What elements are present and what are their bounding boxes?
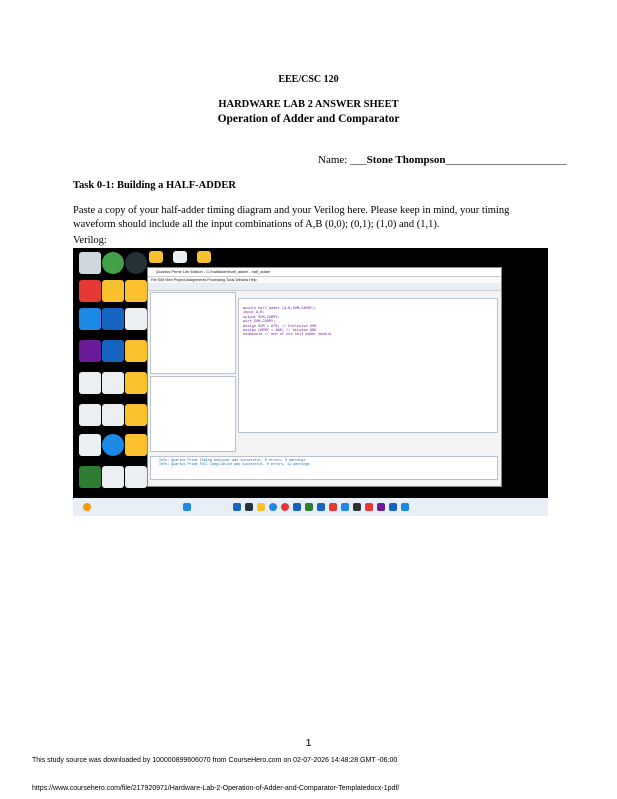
ide-title-bar: Quartus Prime Lite Edition - C:/halfadder/half_adder - half_adder xyxy=(148,268,501,277)
app-icon xyxy=(233,503,241,511)
file-icon xyxy=(125,466,147,488)
source-url: https://www.coursehero.com/file/217920971/Hardware-Lab-2-Operation-of-Adder-and-Comparator-Templatedocx-1pdf/ xyxy=(32,785,400,792)
weather-icon xyxy=(83,503,91,511)
app-icon xyxy=(305,503,313,511)
code-line: output SUM,CARRY; xyxy=(243,315,280,320)
folder-icon xyxy=(125,434,147,456)
code-line: input A,B; xyxy=(243,311,265,316)
folder-icon xyxy=(197,251,211,263)
embedded-screenshot xyxy=(73,248,548,516)
ide-menu-bar: File Edit View Project Assignments Processing Tools Window Help xyxy=(148,277,501,283)
file-icon xyxy=(102,404,124,426)
name-underline: ______________________ xyxy=(445,154,567,166)
app-icon xyxy=(245,503,253,511)
console-line: Info: Quartus Prime Full Compilation was successful. 0 errors, 11 warnings xyxy=(159,463,310,468)
file-icon xyxy=(79,372,101,394)
ide-window xyxy=(147,267,502,487)
folder-icon xyxy=(102,280,124,302)
ide-toolbar xyxy=(148,283,501,291)
name-line xyxy=(318,154,567,166)
app-icon xyxy=(329,503,337,511)
document-subtitle: Operation of Adder and Comparator xyxy=(217,113,400,125)
file-icon xyxy=(173,251,187,263)
verilog-code-editor xyxy=(238,298,498,433)
app-icon xyxy=(317,503,325,511)
app-icon xyxy=(293,503,301,511)
folder-icon xyxy=(125,340,147,362)
chrome-icon xyxy=(281,503,289,511)
app-icon xyxy=(365,503,373,511)
tasks-panel xyxy=(150,376,236,452)
code-line: module half_adder (A,B,SUM,CARRY); xyxy=(243,307,317,311)
chrome-icon xyxy=(79,280,101,302)
folder-icon xyxy=(125,372,147,394)
app-icon xyxy=(377,503,385,511)
app-icon xyxy=(79,340,101,362)
code-line: endmodule // end of the half adder module xyxy=(243,333,332,338)
download-notice: This study source was downloaded by 100000899606070 from CourseHero.com on 02-07-2026 14:48:28 GMT -06:00 xyxy=(32,757,398,764)
file-icon xyxy=(79,434,101,456)
folder-icon xyxy=(257,503,265,511)
code-line: assign SUM = A^B; // Exclusive XOR xyxy=(243,324,317,329)
recycle-bin-icon xyxy=(79,252,101,274)
folder-icon xyxy=(125,404,147,426)
file-icon xyxy=(125,308,147,330)
app-icon xyxy=(79,466,101,488)
document-title: HARDWARE LAB 2 ANSWER SHEET xyxy=(218,99,399,110)
app-icon xyxy=(389,503,397,511)
app-icon xyxy=(401,503,409,511)
folder-icon xyxy=(125,280,147,302)
task-instructions: Paste a copy of your half-adder timing diagram and your Verilog here. Please keep in mind, your timing waveform should include all the input combinations of A,B (0,0); (0,1); (1,0) and (1,1). xyxy=(73,205,510,230)
messages-console xyxy=(150,456,498,480)
app-icon xyxy=(102,340,124,362)
name-value: Stone Thompson xyxy=(366,154,446,166)
start-icon xyxy=(183,503,191,511)
page-number: 1 xyxy=(305,737,312,749)
code-line: wire SUM,CARRY; xyxy=(243,320,276,325)
windows-taskbar xyxy=(73,498,548,516)
app-icon xyxy=(125,252,147,274)
app-icon xyxy=(102,308,124,330)
task-heading: Task 0-1: Building a HALF-ADDER xyxy=(73,180,236,191)
console-line: Info: Quartus Prime Timing Analyzer was successful. 0 errors, 0 warnings xyxy=(159,459,306,463)
name-label: Name: ___ xyxy=(318,154,367,166)
file-icon xyxy=(102,466,124,488)
app-icon xyxy=(353,503,361,511)
verilog-label: Verilog: xyxy=(73,235,107,246)
app-icon xyxy=(102,252,124,274)
edge-icon xyxy=(79,308,101,330)
app-icon xyxy=(102,434,124,456)
project-navigator-panel xyxy=(150,292,236,374)
file-icon xyxy=(79,404,101,426)
file-icon xyxy=(102,372,124,394)
folder-icon xyxy=(149,251,163,263)
code-line: assign CARRY = A&B; // bitwise AND xyxy=(243,329,317,334)
course-code: EEE/CSC 120 xyxy=(278,74,339,85)
app-icon xyxy=(341,503,349,511)
edge-icon xyxy=(269,503,277,511)
